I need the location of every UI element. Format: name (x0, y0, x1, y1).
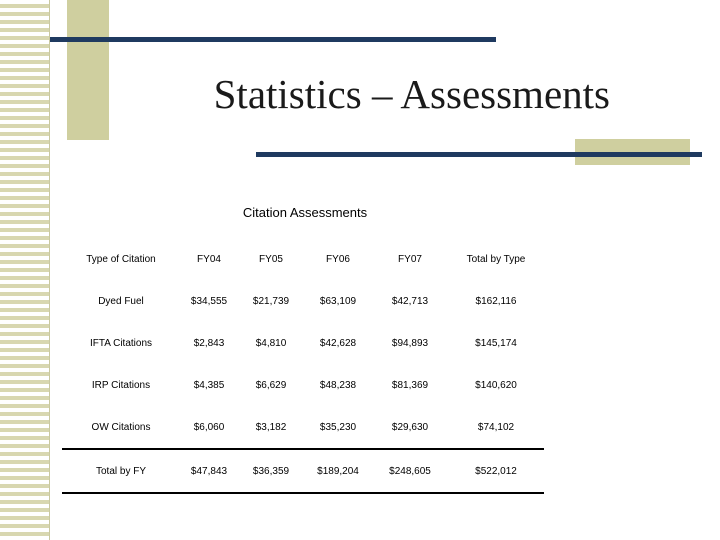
slide-title (120, 64, 680, 124)
header-total-by-type: Total by Type (466, 253, 526, 265)
row-label: IFTA Citations (89, 337, 153, 349)
header-fy07: FY07 (398, 253, 422, 265)
table-caption: Citation Assessments (242, 205, 368, 220)
table-cell: $162,116 (475, 295, 517, 307)
header-fy06: FY06 (326, 253, 350, 265)
table-cell: $74,102 (448, 406, 544, 449)
bottom-rule-line (256, 152, 702, 157)
table-total-row (62, 449, 544, 493)
table-header-row (62, 238, 544, 280)
table-cell: $248,605 (372, 449, 448, 493)
slide-title-text: Statistics – Assessments (213, 71, 610, 117)
table-cell: $34,555 (190, 295, 228, 307)
table-row (62, 322, 544, 364)
table-cell: $35,230 (304, 406, 372, 449)
table-row (62, 364, 544, 406)
row-label: Dyed Fuel (98, 295, 144, 307)
table-cell: $21,739 (252, 295, 290, 307)
table-cell: $42,713 (391, 295, 429, 307)
row-label: IRP Citations (91, 379, 151, 391)
table-cell: $42,628 (319, 337, 357, 349)
top-accent-block (67, 0, 109, 140)
table-cell: $81,369 (391, 379, 429, 391)
header-fy04: FY04 (197, 253, 221, 265)
row-label: Total by FY (62, 449, 180, 493)
header-type-of-citation: Type of Citation (86, 253, 156, 265)
citation-assessments-table (62, 238, 544, 494)
table-cell: $145,174 (475, 337, 517, 349)
table-cell: $140,620 (475, 379, 517, 391)
table-cell: $522,012 (448, 449, 544, 493)
table-cell: $48,238 (319, 379, 357, 391)
table-cell: $4,385 (193, 379, 225, 391)
table-cell: $189,204 (304, 449, 372, 493)
table-cell: $29,630 (372, 406, 448, 449)
table-cell: $63,109 (319, 295, 357, 307)
table-row (62, 406, 544, 449)
table-cell: $3,182 (238, 406, 304, 449)
header-fy05: FY05 (259, 253, 283, 265)
table-cell: $36,359 (238, 449, 304, 493)
table-row (62, 280, 544, 322)
table-cell: $94,893 (391, 337, 429, 349)
left-stripe-decoration (0, 0, 50, 540)
table-cell: $2,843 (193, 337, 225, 349)
table-cell: $6,629 (255, 379, 287, 391)
top-rule-line (50, 37, 496, 42)
table-cell: $4,810 (255, 337, 287, 349)
table-cell: $47,843 (180, 449, 238, 493)
table-cell: $6,060 (180, 406, 238, 449)
row-label: OW Citations (62, 406, 180, 449)
